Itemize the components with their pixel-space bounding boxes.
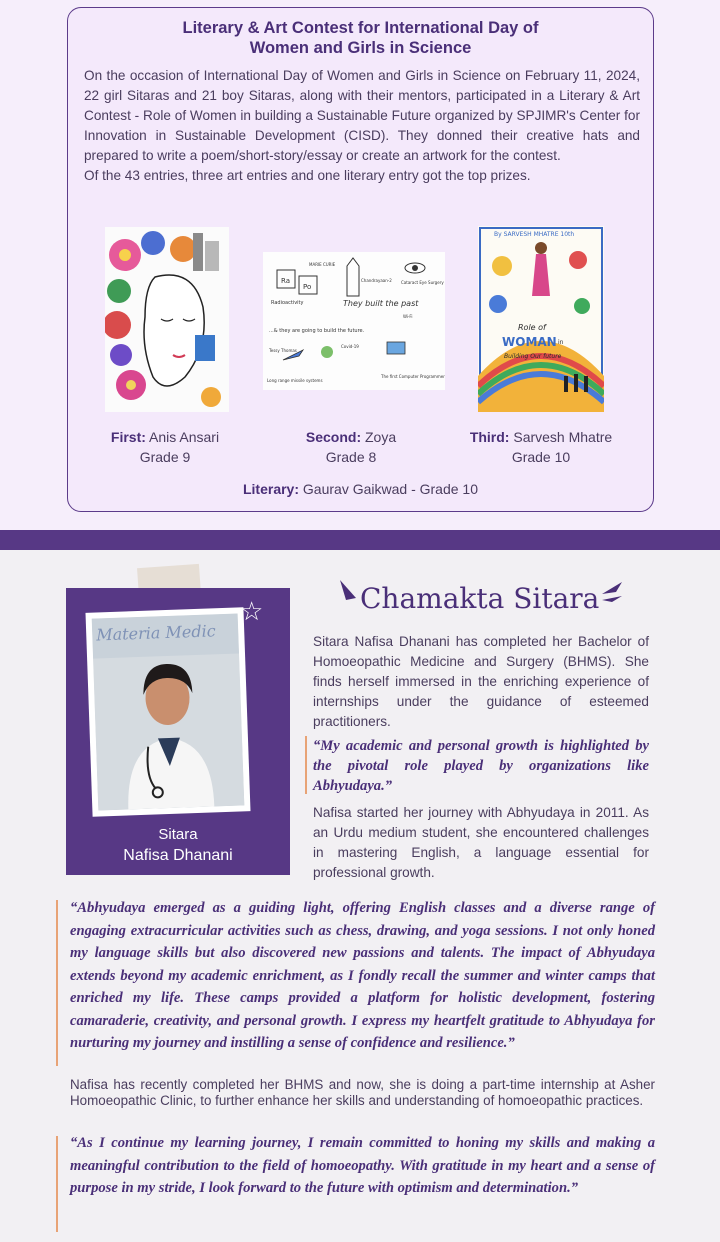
contest-title: Literary & Art Contest for International Day of Women and Girls in Science — [182, 19, 539, 57]
intro-paragraph: Sitara Nafisa Dhanani has completed her Bachelor of Homoeopathic Medicine and Surgery (BHMS). She finds herself immersed in the enriching experience of internships under the guidance of esteemed practitioners. — [313, 634, 649, 729]
third-prize-winner: Third: Sarvesh Mhatre Grade 10 — [469, 429, 613, 465]
quote-bar — [56, 900, 58, 1066]
first-prize-artwork — [105, 227, 229, 412]
contest-section — [0, 0, 720, 530]
section-divider — [0, 530, 720, 550]
artwork2-past-text: They built the past — [343, 299, 419, 308]
literary-winner: Literary: Gaurav Gaikwad - Grade 10 — [242, 481, 478, 497]
contest-description: On the occasion of International Day of Women and Girls in Science on February 11, 2024, 22 girl Sitaras and 21 boy Sitaras, along with their mentors, participated in a Literary & Art Contest - Role of Women in building a Sustainable Future organized by SPJIMR's Center for Innovation in Sustainable Development (CISD). They donned their creative hats and prepared to write a poem/short-story/essay or create an artwork for the contest. Of the 43 entries, three art entries and one literary entry got the top prizes. — [84, 68, 640, 183]
artwork2-chandrayaan-text: Chandrayaan-2 — [361, 278, 392, 283]
journey-paragraph: Nafisa started her journey with Abhyudaya in 2011. As an Urdu medium student, she encountered challenges in mastering English, a language essential for professional growth. — [313, 805, 649, 880]
second-prize-artwork — [263, 252, 445, 390]
quote-bar — [56, 1136, 58, 1232]
artwork2-radioactivity-text: Radioactivity — [271, 300, 304, 306]
artwork3-in-text: in — [558, 339, 564, 346]
artwork2-wifi-text: Wi-Fi — [403, 314, 413, 319]
artwork3-future-text: Building Our future — [504, 353, 562, 360]
artwork3-credit-text: By SARVESH MHATRE 10th — [494, 231, 575, 238]
contest-box — [67, 7, 654, 512]
artwork2-eye-surgery-text: Cataract Eye Surgery — [401, 280, 444, 285]
artwork2-covid-text: Covid-19 — [341, 344, 359, 349]
section-heading — [336, 576, 626, 620]
second-prize-winner: Second: Zoya Grade 8 — [305, 429, 397, 465]
profile-photo — [85, 607, 250, 816]
artwork2-curie-text: MARIE CURIE — [309, 262, 336, 267]
artwork3-woman-text: WOMAN — [502, 335, 557, 349]
closing-quote: “As I continue my learning journey, I remain committed to honing my skills and making a meaningful contribution to the field of homoeopathy. With gratitude in my heart and a sense of purpose in my stride, I look forward to the future with optimism and determination.” — [70, 1135, 655, 1196]
artwork2-ra-text: Ra — [281, 277, 290, 285]
page-title: Chamakta Sitara — [360, 582, 600, 615]
artwork2-po-text: Po — [303, 283, 312, 291]
quote-bar — [305, 736, 307, 794]
artwork2-programmer-text: The first Computer Programmer — [381, 374, 445, 379]
artwork2-missile-text: Long range missile systems — [267, 378, 323, 383]
first-prize-winner: First: Anis Ansari Grade 9 — [110, 429, 220, 465]
artwork3-roleof-text: Role of — [518, 323, 546, 332]
artwork2-tessy-text: Tessy Thomas — [269, 348, 297, 353]
third-prize-artwork — [478, 226, 604, 412]
photo-wall-text: Materia Medic — [95, 621, 216, 645]
profile-card-label: Sitara Nafisa Dhanani — [123, 826, 233, 864]
artwork2-future-text: ...& they are going to build the future. — [269, 328, 365, 334]
star-icon: ☆ — [240, 596, 264, 626]
update-paragraph: Nafisa has recently completed her BHMS and now, she is doing a part-time internship at Asher Homoeopathic Clinic, to further enhance her skills and understanding of homoeopathic practices. — [70, 1077, 655, 1108]
testimonial-quote: “Abhyudaya emerged as a guiding light, offering English classes and a diverse range of engaging extracurricular activities such as chess, drawing, and yoga sessions. I not only honed my language skills but also discovered new passions and talents. The impact of Abhyudaya extends beyond my academic enrichment, as I fondly recall the summer and winter camps that enriched my life. These camps provided a platform for holistic development, fostering camaraderie, creativity, and personal growth. I express my heartfelt gratitude to Abhyudaya for nurturing my journey and instilling a sense of confidence and resilience.” — [70, 900, 655, 1051]
pull-quote: “My academic and personal growth is highlighted by the pivotal role played by organizations like Abhyudaya.” — [313, 738, 649, 794]
